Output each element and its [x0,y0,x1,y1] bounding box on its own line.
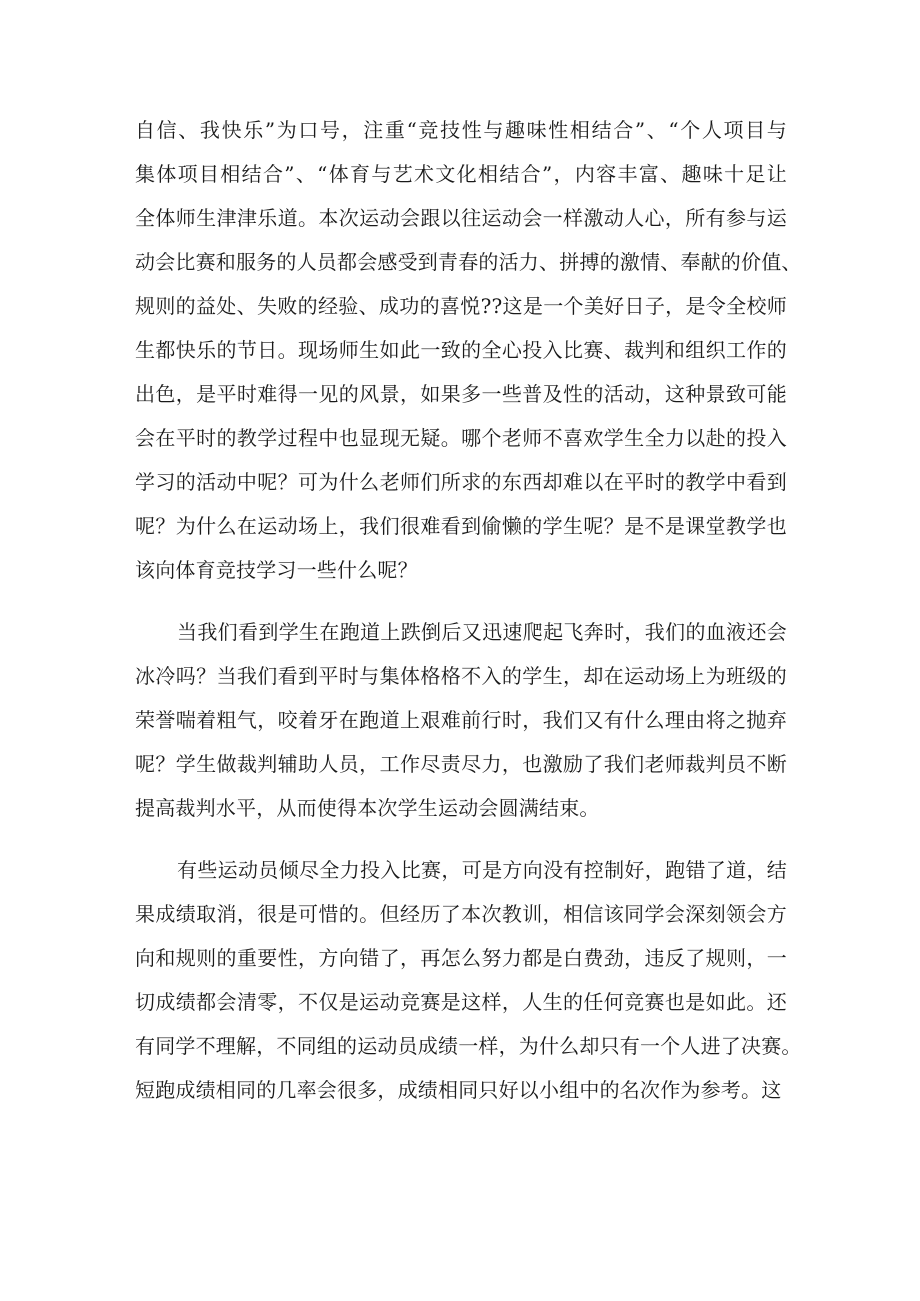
paragraph [135,610,787,830]
text-line: 荣誉喘着粗气，咬着牙在跑道上艰难前行时，我们又有什么理由将之抛弃 [135,708,787,732]
text-line: 生都快乐的节日。现场师生如此一致的全心投入比赛、裁判和组织工作的 [135,338,787,362]
text-line: 动会比赛和服务的人员都会感受到青春的活力、拼搏的激情、奉献的价值、 [135,250,802,274]
document-body [135,108,802,1112]
text-line: 出色，是平时难得一见的风景，如果多一些普及性的活动，这种景致可能 [135,382,787,406]
text-line: 当我们看到学生在跑道上跌倒后又迅速爬起飞奔时，我们的血液还会 [177,620,787,644]
paragraph-gap [135,830,787,848]
text-line: 规则的益处、失败的经验、成功的喜悦??这是一个美好日子，是令全校师 [135,294,787,318]
text-line: 集体项目相结合”、“体育与艺术文化相结合”，内容丰富、趣味十足让 [135,162,787,186]
paragraph-gap [135,592,787,610]
text-line: 果成绩取消，很是可惜的。但经历了本次教训，相信该同学会深刻领会方 [135,902,787,926]
text-line: 该向体育竞技学习一些什么呢？ [135,558,418,582]
text-line: 切成绩都会清零，不仅是运动竞赛是这样，人生的任何竞赛也是如此。还 [135,990,787,1014]
text-line: 全体师生津津乐道。本次运动会跟以往运动会一样激动人心，所有参与运 [135,206,787,230]
text-line: 自信、我快乐”为口号，注重“竞技性与趣味性相结合”、“个人项目与 [135,118,787,142]
text-line: 呢？为什么在运动场上，我们很难看到偷懒的学生呢？是不是课堂教学也 [135,514,787,538]
text-line: 提高裁判水平，从而使得本次学生运动会圆满结束。 [135,796,600,820]
text-line: 短跑成绩相同的几率会很多，成绩相同只好以小组中的名次作为参考。这 [135,1078,782,1102]
text-line: 学习的活动中呢？可为什么老师们所求的东西却难以在平时的教学中看到 [135,470,787,494]
paragraph [135,108,802,592]
paragraph [135,848,802,1112]
text-line: 有同学不理解，不同组的运动员成绩一样，为什么却只有一个人进了决赛。 [135,1034,802,1058]
text-line: 有些运动员倾尽全力投入比赛，可是方向没有控制好，跑错了道，结 [177,858,787,882]
text-line: 冰冷吗？当我们看到平时与集体格格不入的学生，却在运动场上为班级的 [135,664,787,688]
text-line: 向和规则的重要性，方向错了，再怎么努力都是白费劲，违反了规则，一 [135,946,787,970]
text-line: 会在平时的教学过程中也显现无疑。哪个老师不喜欢学生全力以赴的投入 [135,426,787,450]
text-line: 呢？学生做裁判辅助人员，工作尽责尽力，也激励了我们老师裁判员不断 [135,752,787,776]
